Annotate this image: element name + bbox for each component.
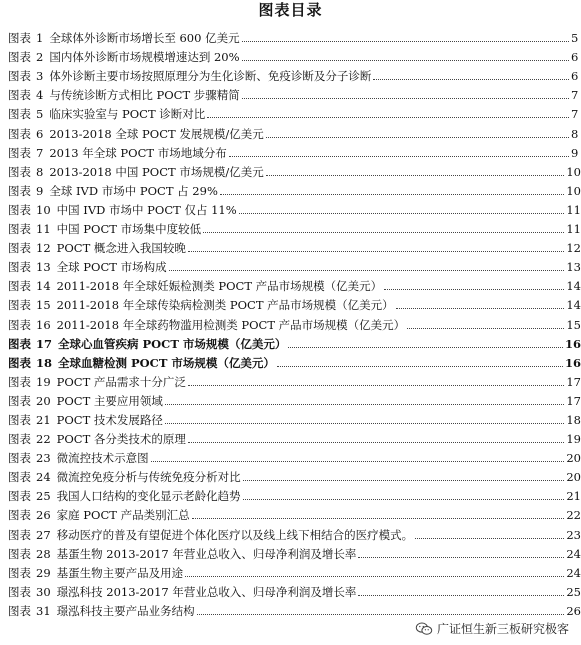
toc-entry-prefix: 图表 (8, 50, 31, 65)
toc-leader-dots (358, 557, 564, 558)
toc-entry-label (0, 508, 190, 522)
toc-entry-label (0, 470, 241, 484)
toc-entry-text: 微流控免疫分析与传统免疫分析对比 (56, 470, 241, 485)
toc-entry-prefix: 图表 (8, 508, 31, 523)
toc-entry-label (0, 375, 186, 389)
toc-leader-dots (243, 499, 565, 500)
toc-entry-number: 8 (36, 164, 44, 179)
toc-entry-text: 2013 年全球 POCT 市场地域分布 (49, 145, 227, 160)
toc-entry[interactable] (0, 446, 581, 465)
toc-entry-prefix: 图表 (8, 470, 31, 485)
toc-entry-page: 8 (571, 126, 579, 141)
toc-entry-page: 11 (566, 202, 581, 217)
toc-entry-label (0, 337, 286, 351)
toc-entry-number: 17 (36, 336, 53, 351)
toc-entry-page: 26 (566, 603, 581, 618)
toc-entry[interactable] (0, 503, 581, 522)
toc-entry-number: 26 (36, 508, 51, 523)
toc-entry[interactable] (0, 561, 581, 580)
toc-entry-prefix: 图表 (8, 393, 31, 408)
toc-entry-page: 7 (571, 107, 579, 122)
toc-entry-label (0, 50, 240, 64)
toc-entry-text: 体外诊断主要市场按照原理分为生化诊断、免疫诊断及分子诊断 (49, 69, 372, 84)
toc-entry[interactable] (0, 83, 581, 102)
toc-entry-prefix: 图表 (8, 31, 31, 46)
toc-entry-page: 24 (566, 546, 581, 561)
toc-entry[interactable] (0, 45, 581, 64)
toc-entry-label (0, 566, 183, 580)
toc-leader-dots (203, 232, 564, 233)
toc-entry-text: 璟泓科技主要产品业务结构 (56, 603, 195, 618)
toc-entry-label (0, 165, 264, 179)
toc-leader-dots (220, 194, 564, 195)
toc-entry-number: 6 (36, 126, 44, 141)
toc-entry-prefix: 图表 (8, 298, 31, 313)
toc-entry-label (0, 604, 195, 618)
toc-entry[interactable] (0, 102, 581, 121)
toc-entry[interactable] (0, 465, 581, 484)
toc-leader-dots (242, 98, 569, 99)
toc-entry-text: 璟泓科技 2013-2017 年营业总收入、归母净利润及增长率 (56, 584, 357, 599)
toc-entry[interactable] (0, 198, 581, 217)
toc-entry-prefix: 图表 (8, 336, 31, 351)
toc-entry-label (0, 31, 240, 45)
toc-entry-text: POCT 产品需求十分广泛 (56, 374, 186, 389)
toc-entry-number: 28 (36, 546, 51, 561)
wechat-icon (415, 622, 433, 636)
toc-entry[interactable] (0, 236, 581, 255)
toc-entry[interactable] (0, 427, 581, 446)
toc-leader-dots (358, 595, 564, 596)
toc-entry-text: 中国 POCT 市场集中度较低 (56, 222, 202, 237)
toc-entry[interactable] (0, 274, 581, 293)
toc-entry-number: 7 (36, 145, 44, 160)
toc-entry[interactable] (0, 179, 581, 198)
toc-entry-prefix: 图表 (8, 546, 31, 561)
toc-entry-text: 我国人口结构的变化显示老龄化趋势 (56, 489, 241, 504)
toc-leader-dots (165, 423, 564, 424)
toc-entry-number: 20 (36, 393, 51, 408)
toc-entry-prefix: 图表 (8, 145, 31, 160)
toc-entry[interactable] (0, 542, 581, 561)
toc-entry-label (0, 451, 149, 465)
toc-entry-number: 31 (36, 603, 51, 618)
toc-entry-prefix: 图表 (8, 432, 31, 447)
toc-entry-text: 2013-2018 中国 POCT 市场规模/亿美元 (49, 164, 264, 179)
toc-leader-dots (288, 347, 563, 348)
toc-leader-dots (229, 156, 569, 157)
toc-entry-number: 27 (36, 527, 51, 542)
toc-entry-page: 24 (566, 565, 581, 580)
toc-leader-dots (407, 328, 564, 329)
toc-entry-label (0, 88, 240, 102)
toc-entry-label (0, 432, 186, 446)
toc-entry-page: 25 (566, 584, 581, 599)
toc-entry-prefix: 图表 (8, 164, 31, 179)
toc-entry-number: 5 (36, 107, 44, 122)
toc-entry-prefix: 图表 (8, 202, 31, 217)
toc-leader-dots (188, 442, 564, 443)
toc-leader-dots (373, 79, 569, 80)
toc-entry[interactable] (0, 121, 581, 140)
toc-entry[interactable] (0, 522, 581, 541)
toc-entry-prefix: 图表 (8, 451, 31, 466)
toc-leader-dots (207, 117, 569, 118)
toc-entry-page: 6 (571, 50, 579, 65)
toc-entry-prefix: 图表 (8, 241, 31, 256)
toc-entry-text: 全球体外诊断市场增长至 600 亿美元 (49, 31, 240, 46)
toc-entry-number: 16 (36, 317, 51, 332)
toc-entry-prefix: 图表 (8, 527, 31, 542)
toc-entry-prefix: 图表 (8, 489, 31, 504)
toc-entry-text: 微流控技术示意图 (56, 451, 149, 466)
toc-entry-label (0, 413, 163, 427)
toc-entry-label (0, 203, 237, 217)
toc-entry-page: 19 (566, 432, 581, 447)
toc-entry-text: 全球 IVD 市场中 POCT 占 29% (49, 183, 218, 198)
toc-entry-prefix: 图表 (8, 584, 31, 599)
toc-entry-page: 9 (571, 145, 579, 160)
toc-entry[interactable] (0, 217, 581, 236)
toc-entry-page: 16 (564, 336, 581, 351)
toc-entry-number: 14 (36, 279, 51, 294)
toc-leader-dots (266, 137, 569, 138)
toc-leader-dots (151, 461, 565, 462)
toc-entry-text: 2011-2018 年全球妊娠检测类 POCT 产品市场规模（亿美元） (56, 279, 383, 294)
toc-entry-label (0, 279, 382, 293)
toc-entry-number: 13 (36, 260, 51, 275)
toc-entry-label (0, 585, 356, 599)
toc-entry-prefix: 图表 (8, 222, 31, 237)
toc-entry-number: 23 (36, 451, 51, 466)
toc-entry-prefix: 图表 (8, 603, 31, 618)
toc-entry[interactable] (0, 141, 581, 160)
toc-entry-text: 全球血糖检测 POCT 市场规模（亿美元） (58, 355, 275, 370)
toc-entry-number: 19 (36, 374, 51, 389)
toc-entry-number: 18 (36, 355, 53, 370)
toc-entry-page: 17 (566, 374, 581, 389)
toc-leader-dots (415, 538, 564, 539)
toc-entry-prefix: 图表 (8, 374, 31, 389)
toc-entry[interactable] (0, 293, 581, 312)
toc-entry-text: POCT 概念进入我国较晚 (56, 241, 186, 256)
toc-entry-page: 14 (566, 279, 581, 294)
toc-entry[interactable] (0, 370, 581, 389)
toc-entry-label (0, 356, 275, 370)
toc-entry-text: POCT 各分类技术的原理 (56, 432, 186, 447)
toc-entry-page: 21 (566, 489, 581, 504)
toc-entry-number: 15 (36, 298, 51, 313)
toc-entry[interactable] (0, 332, 581, 351)
toc-entry-page: 15 (566, 317, 581, 332)
toc-entry-prefix: 图表 (8, 88, 31, 103)
toc-entry-label (0, 184, 218, 198)
toc-title: 图表目录 (258, 1, 323, 19)
toc-entry-prefix: 图表 (8, 412, 31, 427)
toc-entry-prefix: 图表 (8, 69, 31, 84)
toc-entry[interactable] (0, 160, 581, 179)
toc-entry-page: 23 (566, 527, 581, 542)
toc-entry-text: 与传统诊断方式相比 POCT 步骤精简 (49, 88, 240, 103)
toc-entry-number: 4 (36, 88, 44, 103)
toc-leader-dots (266, 175, 565, 176)
toc-entry-label (0, 222, 201, 236)
toc-entry-text: POCT 技术发展路径 (56, 412, 163, 427)
watermark (411, 618, 573, 639)
toc-entry-prefix: 图表 (8, 260, 31, 275)
toc-leader-dots (384, 289, 564, 290)
toc-leader-dots (242, 60, 569, 61)
toc-entry-page: 16 (564, 355, 581, 370)
toc-entry-prefix: 图表 (8, 565, 31, 580)
toc-entry-label (0, 394, 163, 408)
toc-leader-dots (239, 213, 565, 214)
toc-entry-text: 家庭 POCT 产品类别汇总 (56, 508, 190, 523)
toc-entry[interactable] (0, 255, 581, 274)
toc-entry-number: 1 (36, 31, 44, 46)
toc-entry-label (0, 146, 227, 160)
toc-entry-page: 22 (566, 508, 581, 523)
toc-entry-page: 18 (566, 412, 581, 427)
toc-entry-text: 全球 POCT 市场构成 (56, 260, 167, 275)
toc-entry-text: 中国 IVD 市场中 POCT 仅占 11% (56, 202, 237, 217)
toc-entry-page: 20 (566, 451, 581, 466)
toc-entry-number: 29 (36, 565, 51, 580)
toc-entry-number: 30 (36, 584, 51, 599)
toc-entry-text: 2011-2018 年全球药物滥用检测类 POCT 产品市场规模（亿美元） (56, 317, 406, 332)
toc-entry[interactable] (0, 312, 581, 331)
toc-entry-number: 10 (36, 202, 51, 217)
toc-leader-dots (188, 385, 564, 386)
toc-entry-text: 基蛋生物 2013-2017 年营业总收入、归母净利润及增长率 (56, 546, 357, 561)
toc-entry-page: 6 (571, 69, 579, 84)
toc-entry-prefix: 图表 (8, 183, 31, 198)
toc-leader-dots (169, 270, 565, 271)
toc-entry-number: 25 (36, 489, 51, 504)
toc-entry-prefix: 图表 (8, 279, 31, 294)
toc-entry-page: 11 (566, 222, 581, 237)
toc-entry-text: 临床实验室与 POCT 诊断对比 (49, 107, 206, 122)
toc-entry-page: 20 (566, 470, 581, 485)
toc-leader-dots (188, 251, 564, 252)
toc-entry-page: 14 (566, 298, 581, 313)
toc-entry-prefix: 图表 (8, 107, 31, 122)
toc-entry-text: 2011-2018 年全球传染病检测类 POCT 产品市场规模（亿美元） (56, 298, 394, 313)
toc-entry-text: 全球心血管疾病 POCT 市场规模（亿美元） (58, 336, 287, 351)
toc-entry-number: 3 (36, 69, 44, 84)
toc-entry-page: 17 (566, 393, 581, 408)
toc-entry-number: 9 (36, 183, 44, 198)
toc-entry-number: 21 (36, 412, 51, 427)
toc-entry-number: 12 (36, 241, 51, 256)
toc-entry-label (0, 127, 264, 141)
toc-entry-label (0, 318, 405, 332)
toc-leader-dots (396, 308, 565, 309)
toc-entry-page: 10 (566, 183, 581, 198)
toc-entry-text: 基蛋生物主要产品及用途 (56, 565, 184, 580)
toc-entry-text: 国内体外诊断市场规模增速达到 20% (49, 50, 240, 65)
toc-leader-dots (277, 366, 563, 367)
toc-entry-page: 7 (571, 88, 579, 103)
toc-entry[interactable] (0, 484, 581, 503)
toc-leader-dots (165, 404, 564, 405)
toc-entry[interactable] (0, 64, 581, 83)
toc-entry-page: 10 (566, 164, 581, 179)
toc-entry-text: 移动医疗的普及有望促进个体化医疗以及线上线下相结合的医疗模式。 (56, 527, 414, 542)
toc-entry-label (0, 241, 186, 255)
toc-leader-dots (243, 480, 565, 481)
toc-entry[interactable] (0, 389, 581, 408)
toc-entry-text: POCT 主要应用领域 (56, 393, 163, 408)
toc-entry-prefix: 图表 (8, 355, 31, 370)
toc-entry-label (0, 107, 205, 121)
toc-entry-number: 11 (36, 222, 51, 237)
toc-entry-text: 2013-2018 全球 POCT 发展规模/亿美元 (49, 126, 264, 141)
toc-entry-number: 22 (36, 432, 51, 447)
toc-entry-prefix: 图表 (8, 317, 31, 332)
toc-entry-label (0, 298, 394, 312)
toc-entry-page: 5 (571, 31, 579, 46)
toc-leader-dots (192, 518, 565, 519)
toc-entry-page: 13 (566, 260, 581, 275)
toc-leader-dots (242, 41, 569, 42)
toc-entry-page: 12 (566, 241, 581, 256)
toc-entry-label (0, 69, 371, 83)
toc-entry[interactable] (0, 26, 581, 45)
toc-leader-dots (197, 614, 565, 615)
toc-entry[interactable] (0, 580, 581, 599)
toc-entry-prefix: 图表 (8, 126, 31, 141)
figure-list (0, 26, 581, 618)
toc-entry-number: 2 (36, 50, 44, 65)
toc-entry-label (0, 528, 413, 542)
toc-entry[interactable] (0, 408, 581, 427)
toc-entry[interactable] (0, 351, 581, 370)
toc-entry-number: 24 (36, 470, 51, 485)
toc-entry-label (0, 547, 356, 561)
toc-entry-label (0, 489, 241, 503)
toc-entry[interactable] (0, 599, 581, 618)
toc-entry-label (0, 260, 167, 274)
toc-leader-dots (185, 576, 564, 577)
watermark-text: 广证恒生新三板研究极客 (436, 622, 569, 636)
